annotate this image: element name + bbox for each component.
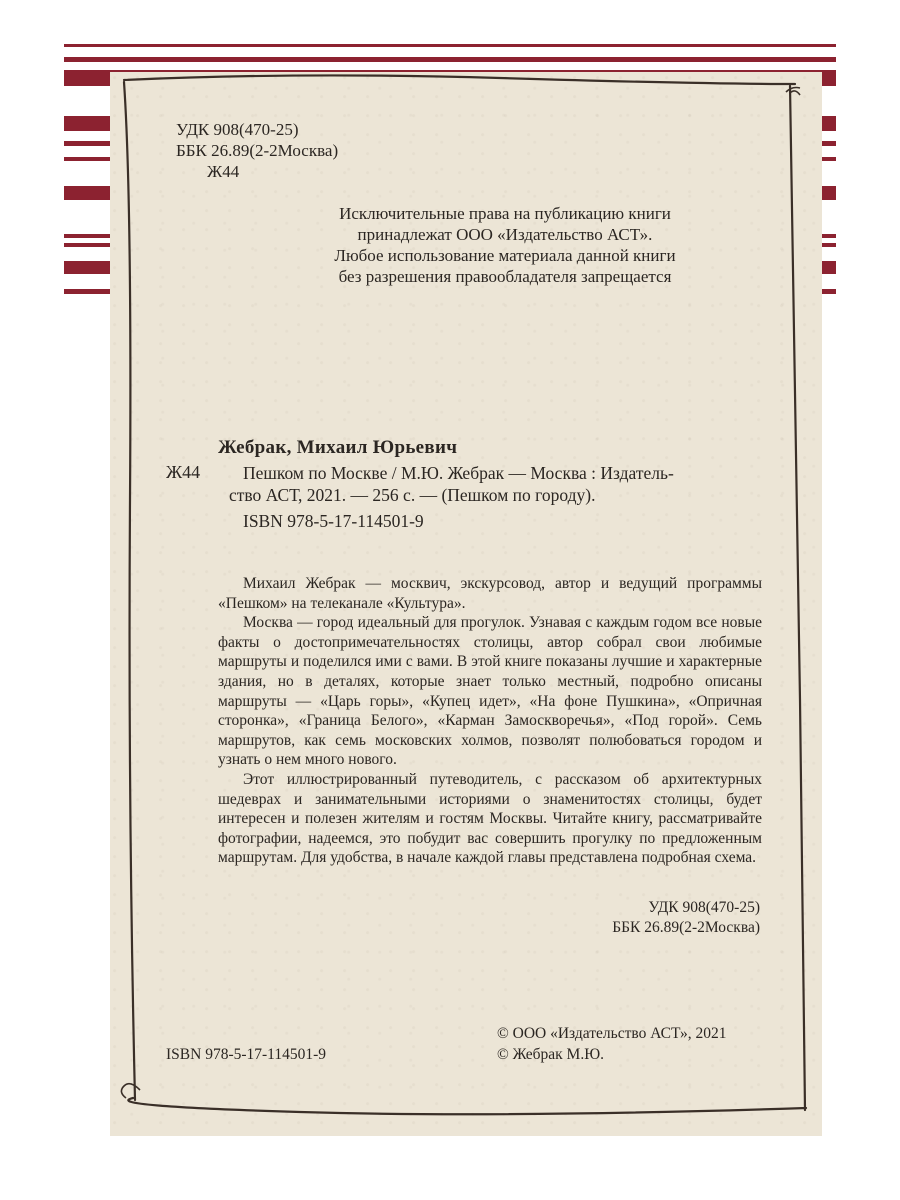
- author-name: Жебрак, Михаил Юрьевич: [218, 437, 458, 458]
- annotation-paragraph: Михаил Жебрак — москвич, экскурсовод, автор и ведущий программы «Пешком» на телеканале «Культура».: [218, 575, 762, 612]
- udk-bottom: УДК 908(470-25): [648, 899, 760, 916]
- author-mark-top: Ж44: [207, 162, 240, 181]
- udk-top: УДК 908(470-25): [176, 120, 299, 139]
- bbk-bottom: ББК 26.89(2-2Москва): [612, 918, 760, 936]
- description-line: Пешком по Москве / М.Ю. Жебрак — Москва : Издатель-: [243, 463, 674, 483]
- rights-line: принадлежат ООО «Издательство АСТ».: [357, 225, 653, 244]
- description-line: ство АСТ, 2021. — 256 с. — (Пешком по городу).: [229, 485, 596, 505]
- annotation-paragraph: Этот иллюстрированный путеводитель, с рассказом об архитектурных шедеврах и занимательными историями о знаменитостях столицы, будет интересен и полезен жителям и гостям Москвы. Читайте книгу, рассматривайте фотографии, надеемся, это побудит вас совершить прогулку по предложенным маршрутам. Для удобства, в начале каждой главы представлена подробная схема.: [218, 770, 762, 867]
- rights-line: Исключительные права на публикацию книги: [339, 204, 671, 223]
- copyright-block: [497, 1023, 727, 1065]
- stripe: [64, 44, 836, 47]
- bbk-top: ББК 26.89(2-2Москва): [176, 141, 339, 160]
- rights-notice: [290, 203, 720, 287]
- isbn-footer: ISBN 978-5-17-114501-9: [166, 1046, 327, 1063]
- annotation: [218, 574, 762, 868]
- rights-line: без разрешения правообладателя запрещается: [338, 267, 672, 286]
- catalog-bottom: [560, 898, 760, 937]
- bibliographic-description: [229, 462, 763, 506]
- rights-line: Любое использование материала данной книги: [334, 246, 676, 265]
- copyright-author: © Жебрак М.Ю.: [497, 1046, 605, 1063]
- copyright-publisher: © ООО «Издательство АСТ», 2021: [497, 1025, 727, 1042]
- annotation-paragraph: Москва — город идеальный для прогулок. Узнавая с каждым годом все новые факты о достопримечательностях столицы, автор собрал свои любимые маршруты и поделился ими с вами. В этой книге показаны лучшие и характерные здания, но в деталях, которые знает только местный, подробно описаны маршруты — «Царь горы», «Купец идет», «На фоне Пушкина», «Опричная сторонка», «Граница Белого», «Карман Замоскворечья», «Под горой». Семь маршрутов, как семь московских холмов, позволят полюбоваться городом и узнать о нем много нового.: [218, 614, 762, 769]
- isbn-main: ISBN 978-5-17-114501-9: [243, 511, 424, 531]
- author-mark: Ж44: [166, 462, 201, 482]
- stripe: [64, 57, 836, 62]
